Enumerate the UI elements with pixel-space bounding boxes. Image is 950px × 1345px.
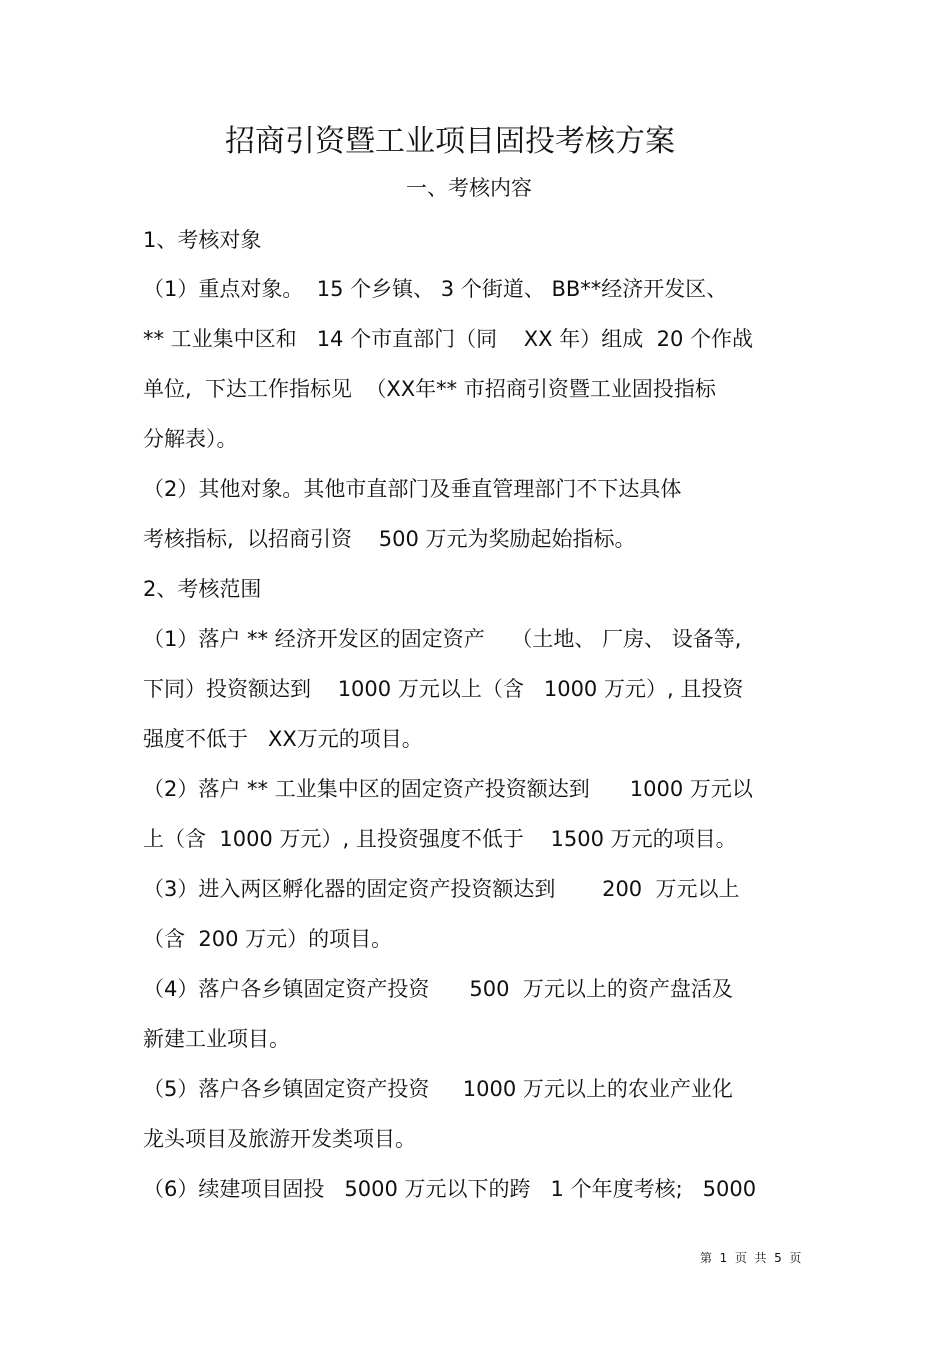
body-line: （6）续建项目固投 5000 万元以下的跨 1 个年度考核; 5000 xyxy=(143,1177,757,1201)
body-line: 2、考核范围 xyxy=(143,577,262,601)
document-title: 招商引资暨工业项目固投考核方案 xyxy=(225,124,675,159)
body-line: （4）落户各乡镇固定资产投资 500 万元以上的资产盘活及 xyxy=(143,977,733,1001)
section-heading: 一、考核内容 xyxy=(406,176,532,200)
body-line: （2）其他对象。其他市直部门及垂直管理部门不下达具体 xyxy=(143,477,682,501)
body-line: （3）进入两区孵化器的固定资产投资额达到 200 万元以上 xyxy=(143,877,740,901)
body-line: 下同）投资额达到 1000 万元以上（含 1000 万元）, 且投资 xyxy=(143,677,744,701)
body-line: （2）落户 ** 工业集中区的固定资产投资额达到 1000 万元以 xyxy=(143,777,753,801)
body-line: 1、考核对象 xyxy=(143,228,262,252)
body-line: 考核指标, 以招商引资 500 万元为奖励起始指标。 xyxy=(143,527,636,551)
body-line: （含 200 万元）的项目。 xyxy=(143,927,393,951)
body-line: （1）落户 ** 经济开发区的固定资产 （土地、 厂房、 设备等, xyxy=(143,627,742,651)
body-line: 单位, 下达工作指标见 （XX年** 市招商引资暨工业固投指标 xyxy=(143,377,716,401)
body-line: （1）重点对象。 15 个乡镇、 3 个街道、 BB**经济开发区、 xyxy=(143,277,728,301)
page-number-footer: 第 1 页 共 5 页 xyxy=(700,1251,802,1265)
body-line: （5）落户各乡镇固定资产投资 1000 万元以上的农业产业化 xyxy=(143,1077,733,1101)
body-line: 分解表）。 xyxy=(143,427,238,451)
body-line: 龙头项目及旅游开发类项目。 xyxy=(143,1127,416,1151)
body-line: 新建工业项目。 xyxy=(143,1027,290,1051)
body-line: ** 工业集中区和 14 个市直部门（同 XX 年）组成 20 个作战 xyxy=(143,327,753,351)
body-line: 上（含 1000 万元）, 且投资强度不低于 1500 万元的项目。 xyxy=(143,827,737,851)
body-line: 强度不低于 XX万元的项目。 xyxy=(143,727,423,751)
